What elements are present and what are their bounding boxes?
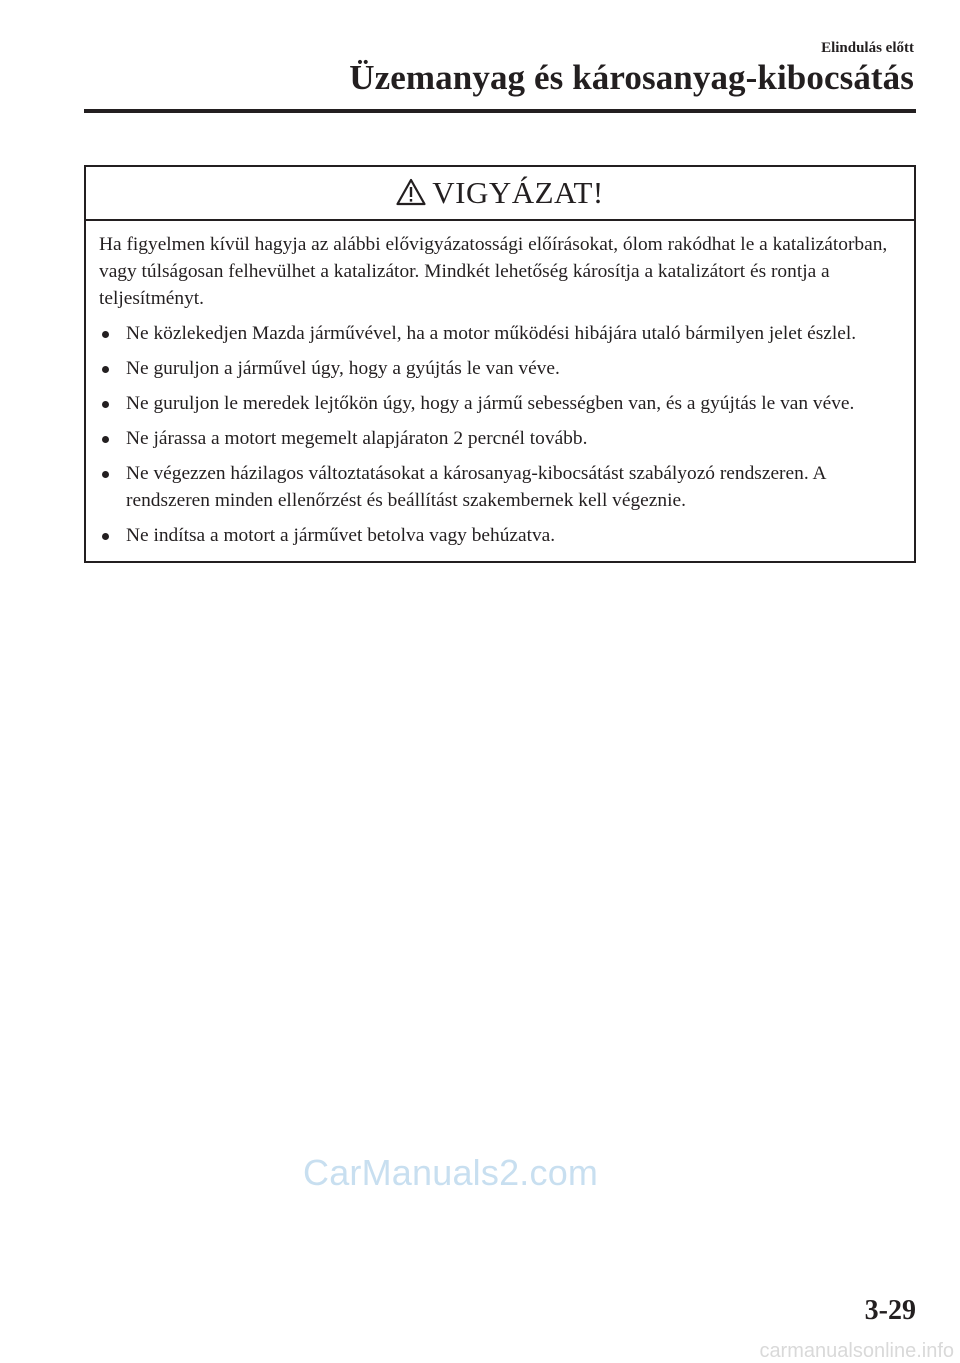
page-title: Üzemanyag és károsanyag-kibocsátás (349, 58, 914, 97)
bullet-icon (102, 471, 109, 478)
list-item-text: Ne közlekedjen Mazda járművével, ha a motor működési hibájára utaló bármilyen jelet észlel. (126, 323, 857, 344)
watermark: CarManuals2.com (303, 1152, 599, 1193)
bullet-icon (102, 331, 109, 338)
warning-body (86, 221, 914, 561)
list-item (99, 522, 900, 549)
warning-triangle-icon (396, 178, 426, 206)
bullet-icon (102, 533, 109, 540)
header-section: Elindulás előtt (821, 40, 914, 56)
list-item-text: Ne járassa a motort megemelt alapjáraton 2 percnél tovább. (126, 428, 588, 449)
list-item-text: Ne végezzen házilagos változtatásokat a károsanyag-kibocsátást szabályozó rendszeren. A rendszeren minden ellenőrzést és beállítást szakembernek kell végeznie. (126, 463, 826, 511)
warning-title: VIGYÁZAT! (432, 175, 604, 210)
warning-list (99, 320, 900, 549)
warning-header (86, 167, 914, 221)
warning-intro: Ha figyelmen kívül hagyja az alábbi elővigyázatossági előírásokat, ólom rakódhat le a katalizátorban, vagy túlságosan felhevülhet a katalizátor. Mindkét lehetőség károsítja a katalizátort és rontja a teljesítményt. (99, 234, 888, 309)
bullet-icon (102, 366, 109, 373)
list-item-text: Ne guruljon a járművel úgy, hogy a gyújtás le van véve. (126, 358, 560, 379)
page-number: 3-29 (864, 1295, 916, 1326)
bullet-icon (102, 436, 109, 443)
header-rule (84, 109, 916, 113)
list-item (99, 320, 900, 347)
list-item (99, 460, 900, 514)
warning-box (84, 165, 916, 563)
list-item (99, 390, 900, 417)
bullet-icon (102, 401, 109, 408)
list-item (99, 355, 900, 382)
footer-watermark: carmanualsonline.info (759, 1340, 954, 1362)
list-item (99, 425, 900, 452)
list-item-text: Ne indítsa a motort a járművet betolva vagy behúzatva. (126, 525, 556, 546)
list-item-text: Ne guruljon le meredek lejtőkön úgy, hogy a jármű sebességben van, és a gyújtás le van véve. (126, 393, 855, 414)
